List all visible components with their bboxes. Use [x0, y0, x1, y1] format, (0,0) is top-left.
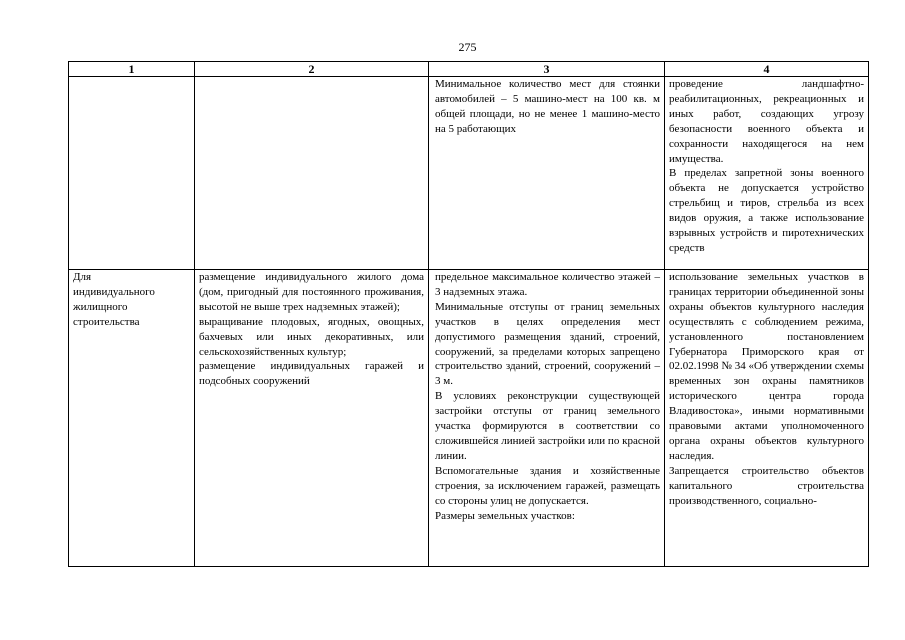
page-number: 275: [458, 40, 477, 54]
table-row: [69, 77, 869, 270]
table-cell: [195, 270, 429, 567]
table-cell: [195, 77, 429, 270]
table-cell: [69, 77, 195, 270]
cell-text: Минимальное количество мест для стоянки автомобилей – 5 машино-мест на 100 кв. м общей площади, но не менее 1 машино-место на 5 работающих: [435, 78, 660, 135]
cell-text: проведение ландшафтно-реабилитационных, рекреационных и иных работ, создающих угрозу безопасности военного объекта и сохранности находящегося на нем имущества. В пределах запретной зоны военного объекта не допускается устройство стрельбищ и тиров, стрельба из всех видов оружия, а также использование взрывных устройств и пиротехнических средств: [669, 78, 864, 254]
construction-parameters: предельное максимальное количество этажей – 3 надземных этажа. Минимальные отступы от границ земельных участков в целях определения мест допустимого размещения зданий, строений, сооружений, за пределами которых запрещено строительство зданий, строений, сооружений – 3 м. В условиях реконструкции существующей застройки отступы от границ земельного участка формируются в соответствии со сложившейся линией застройки или по красной линии. Вспомогательные здания и хозяйственные строения, за исключением гаражей, размещать со стороны улиц не допускается. Размеры земельных участков:: [435, 271, 660, 522]
column-header-3: 3: [429, 62, 665, 77]
column-header-4: 4: [665, 62, 869, 77]
table-cell: [665, 270, 869, 567]
table-header-row: [69, 62, 869, 77]
table-cell: [69, 270, 195, 567]
table-row: [69, 270, 869, 567]
table-cell: [429, 77, 665, 270]
permitted-uses: размещение индивидуального жилого дома (дом, пригодный для постоянного проживания, высотой не выше трех надземных этажей); выращивание плодовых, ягодных, овощных, бахчевых или иных декоративных, или сельскохозяйственных культур; размещение индивидуальных гаражей и подсобных сооружений: [199, 271, 424, 388]
restrictions: использование земельных участков в границах территории объединенной зоны охраны объектов культурного наследия осуществлять с соблюдением режима, установленного постановлением Губернатора Приморского края от 02.02.1998 № 34 «Об утверждении схемы временных зон охраны памятников исторического центра города Владивостока», иными нормативными правовыми актами уполномоченного органа охраны объектов культурного наследия. Запрещается строительство объектов капитального строительства производственного, социально-: [669, 271, 864, 507]
land-use-type: Для индивидуального жилищного строительства: [73, 271, 155, 328]
table-cell: [429, 270, 665, 567]
column-header-2: 2: [195, 62, 429, 77]
zoning-table: [68, 61, 869, 567]
table-cell: [665, 77, 869, 270]
column-header-1: 1: [69, 62, 195, 77]
